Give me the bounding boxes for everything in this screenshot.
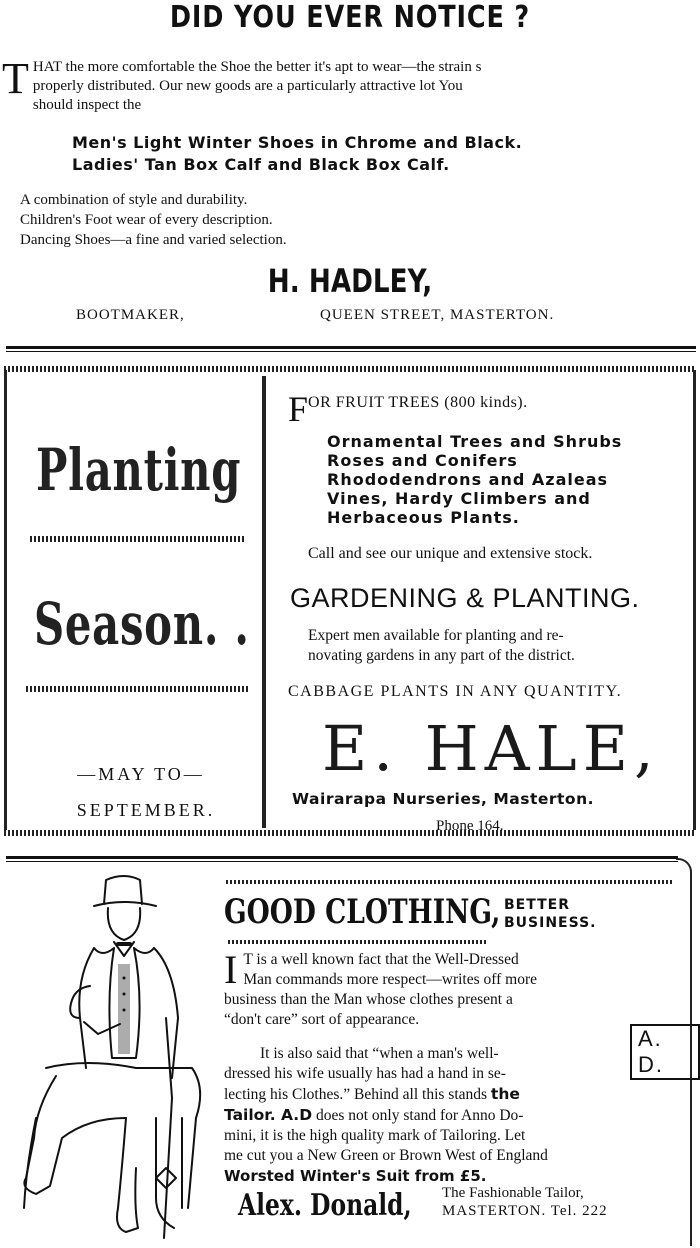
p1-line-3: business than the Man whose clothes present a xyxy=(224,991,513,1008)
hadley-intro xyxy=(0,54,700,115)
plant-list-item: Herbaceous Plants. xyxy=(327,508,520,527)
plain-line-dancing: Dancing Shoes—a fine and varied selection. xyxy=(20,232,287,248)
p2-tailor: Tailor. A.D xyxy=(224,1106,313,1124)
plant-list-item: Vines, Hardy Climbers and xyxy=(327,489,591,508)
planting-heading: Planting xyxy=(36,436,242,504)
donald-paragraph-2 xyxy=(224,1044,674,1186)
p2-line-4: does not only stand for Anno Do- xyxy=(315,1107,524,1124)
intro-line-3: should inspect the xyxy=(32,97,142,113)
better-line: BETTER xyxy=(504,897,570,913)
hadley-name: H. HADLEY, xyxy=(267,262,433,300)
hale-top-border xyxy=(4,366,696,372)
expert-line-1: Expert men available for planting and re- xyxy=(308,627,564,644)
hale-right-border xyxy=(693,370,696,832)
plain-line-combination: A combination of style and durability. xyxy=(20,192,248,208)
may-to-text: —MAY TO— xyxy=(77,764,205,784)
hadley-headline: DID YOU EVER NOTICE ? xyxy=(169,0,531,35)
p2-line-2: dressed his wife usually has had a hand in se- xyxy=(224,1065,506,1082)
intro-line-1: HAT the more comfortable the Shoe the better it's apt to wear—the strain s xyxy=(32,59,482,75)
fruit-trees-line xyxy=(288,389,528,429)
fruit-trees-text: OR FRUIT TREES (800 kinds). xyxy=(308,394,528,411)
hale-bottom-border xyxy=(4,830,696,836)
phone-text: Phone 164. xyxy=(436,818,504,834)
hale-left-border xyxy=(4,370,7,832)
p2-line-6: me cut you a New Green or Brown West of England xyxy=(224,1147,548,1164)
fruit-dropcap: F xyxy=(288,389,309,429)
plant-list-item: Ornamental Trees and Shrubs xyxy=(327,432,623,451)
gentleman-illustration xyxy=(6,868,216,1244)
gardening-heading: GARDENING & PLANTING. xyxy=(290,583,640,613)
section-divider-1 xyxy=(6,346,696,352)
p1-line-2: Man commands more respect—writes off more xyxy=(243,971,538,988)
p2-line-4-wrap xyxy=(224,1105,674,1126)
plain-line-children: Children's Foot wear of every description. xyxy=(20,212,273,228)
p1-line-1: T is a well known fact that the Well-Dressed xyxy=(243,951,519,968)
donald-tagline-block xyxy=(442,1184,608,1220)
donald-name: Alex. Donald, xyxy=(238,1188,412,1223)
hadley-trade: BOOTMAKER, xyxy=(76,307,185,323)
expert-line-2: novating gardens in any part of the district. xyxy=(308,647,575,664)
hadley-plain-lines xyxy=(20,190,287,250)
p2-line-1: It is also said that “when a man's well- xyxy=(260,1045,499,1062)
expert-text xyxy=(308,626,575,666)
nurseries-text: Wairarapa Nurseries, Masterton. xyxy=(292,790,595,808)
p1-line-4: “don't care” sort of appearance. xyxy=(224,1011,420,1028)
plant-list-item: Rhododendrons and Azaleas xyxy=(327,470,609,489)
good-clothing-heading: GOOD CLOTHING, xyxy=(224,892,501,932)
business-line: BUSINESS. xyxy=(504,915,597,931)
plant-list-item: Roses and Conifers xyxy=(327,451,518,470)
donald-town: MASTERTON. Tel. 222 xyxy=(442,1203,608,1219)
season-heading: Season. . xyxy=(34,590,250,658)
p2-line-7: Worsted Winter's Suit from £5. xyxy=(224,1167,487,1185)
donald-paragraph-1 xyxy=(224,947,668,1030)
bold-line-ladies: Ladies' Tan Box Calf and Black Box Calf. xyxy=(72,155,450,174)
call-and-see: Call and see our unique and extensive stock. xyxy=(308,545,593,562)
bold-line-mens: Men's Light Winter Shoes in Chrome and Black. xyxy=(72,133,523,152)
good-underline xyxy=(228,940,488,944)
intro-line-2: properly distributed. Our new goods are a particularly attractive lot You xyxy=(32,78,463,94)
hadley-address: QUEEN STREET, MASTERTON. xyxy=(320,307,555,323)
hale-plant-list xyxy=(327,432,622,527)
p2-line-3: lecting his Clothes.” Behind all this stands xyxy=(224,1086,488,1103)
donald-tagline: The Fashionable Tailor, xyxy=(442,1185,584,1201)
top-hat-icon xyxy=(104,876,142,904)
p2-line-5: mini, it is the high quality mark of Tailoring. Let xyxy=(224,1127,526,1144)
cabbage-text: CABBAGE PLANTS IN ANY QUANTITY. xyxy=(288,683,623,700)
p2-line-3-wrap xyxy=(224,1084,674,1105)
p2-the: the xyxy=(490,1085,520,1103)
september-text: SEPTEMBER. xyxy=(76,800,216,820)
donald-top-hatch xyxy=(226,880,674,884)
planting-underline xyxy=(30,536,244,542)
better-business xyxy=(504,896,596,932)
hadley-bold-lines xyxy=(72,132,522,176)
hale-name: E. HALE, xyxy=(322,712,660,785)
intro-dropcap: T xyxy=(2,54,29,103)
hale-center-divider xyxy=(262,376,266,828)
season-underline xyxy=(26,686,248,692)
ad-logo-box: A. D. xyxy=(630,1024,700,1080)
section-divider-2 xyxy=(6,856,678,862)
p1-dropcap: I xyxy=(224,947,238,992)
